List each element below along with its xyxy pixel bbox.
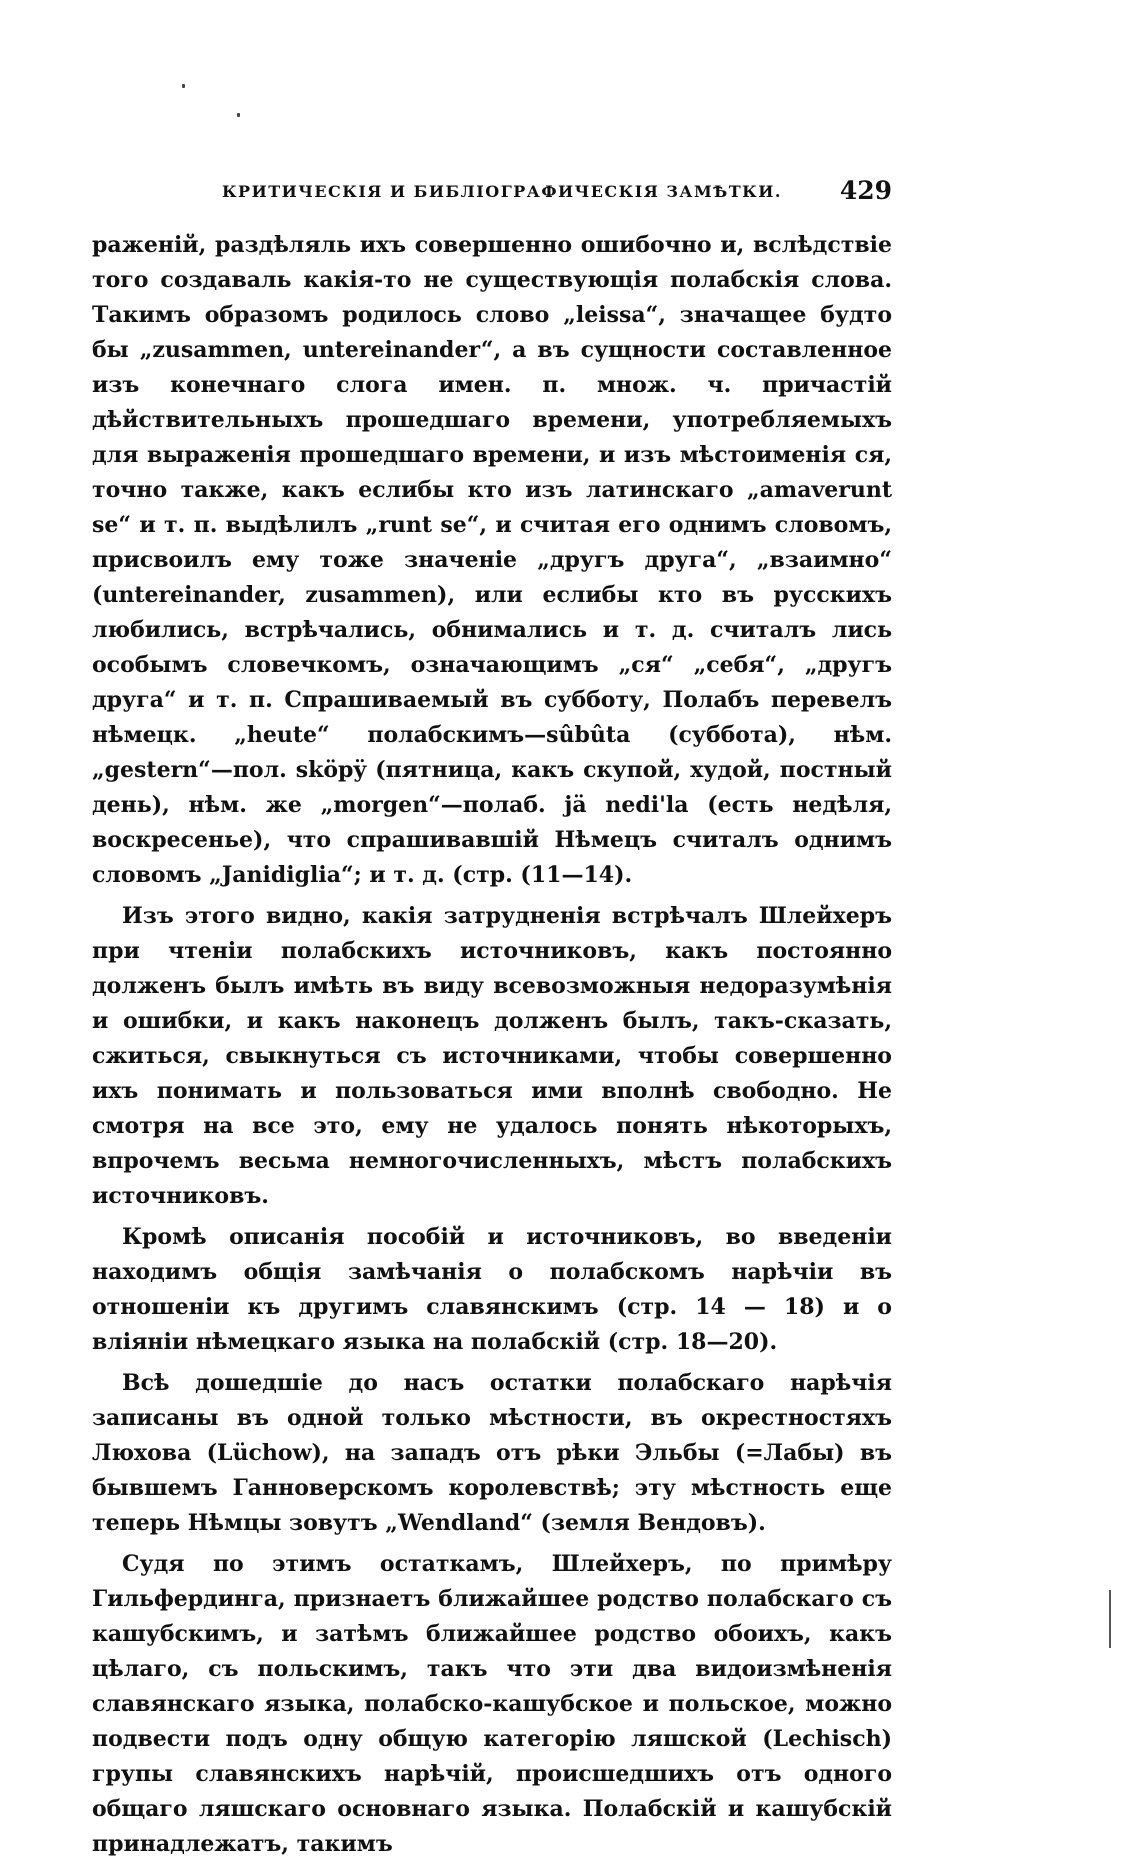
paragraph-continuation: раженій, раздѣляль ихъ совершенно ошибочно и, вслѣдствіе того создаваль какія-то не существующія полабскія слова. Такимъ образомъ родилось слово „leissa“, значащее будто бы „zusammen, untereinander“, а въ сущности составленное изъ конечнаго слога имен. п. множ. ч. причастій дѣйствительныхъ прошедшаго времени, употребляемыхъ для выраженія прошедшаго времени, и изъ мѣстоименія ся, точно также, какъ еслибы кто изъ латинскаго „amaverunt se“ и т. п. выдѣлилъ „runt se“, и считая его однимъ словомъ, присвоилъ ему тоже значеніе „другъ друга“, „взаимно“ (untereinander, zusammen), или еслибы кто въ русскихъ любились, встрѣчались, обнимались и т. д. считалъ лись особымъ словечкомъ, означающимъ „ся“ „себя“, „другъ друга“ и т. п. Спрашиваемый въ субботу, Полабъ перевелъ нѣмецк. „heute“ полабскимъ—sûbûta (суббота), нѣм. „gestern“—пол. sköpÿ (пятница, какъ скупой, худой, постный день), нѣм. же „morgen“—полаб. jä nedi'la (есть недѣля, воскресенье), что спрашивавшій Нѣмецъ считалъ однимъ словомъ „Janidiglia“; и т. д. (стр. (11—14). (92, 232, 892, 888)
running-title: КРИТИЧЕСКІЯ И БИБЛІОГРАФИЧЕСКІЯ ЗАМѢТКИ. (222, 182, 782, 201)
scan-speck (237, 113, 240, 117)
paragraph: Изъ этого видно, какія затрудненія встрѣчалъ Шлейхеръ при чтеніи полабскихъ источниковъ, какъ постоянно долженъ былъ имѣть въ виду всевозможныя недоразумѣнія и ошибки, и какъ наконецъ долженъ былъ, такъ-сказать, сжиться, свыкнуться съ источниками, чтобы совершенно ихъ понимать и пользоваться ими вполнѣ свободно. Не смотря на все это, ему не удалось понять нѣкоторыхъ, впрочемъ весьма немногочисленныхъ, мѣстъ полабскихъ источниковъ. (92, 903, 892, 1209)
paragraph: Кромѣ описанія пособій и источниковъ, во введеніи находимъ общія замѣчанія о полабскомъ нарѣчіи въ отношеніи къ другимъ славянскимъ (стр. 14 — 18) и о вліяніи нѣмецкаго языка на полабскій (стр. 18—20). (92, 1224, 892, 1355)
body-text (92, 228, 892, 1862)
paragraph: Всѣ дошедшіе до насъ остатки полабскаго нарѣчія записаны въ одной только мѣстности, въ окрестностяхъ Люхова (Lüchow), на западъ отъ рѣки Эльбы (=Лабы) въ бывшемъ Ганноверскомъ королевствѣ; эту мѣстность еще теперь Нѣмцы зовутъ „Wendland“ (земля Вендовъ). (92, 1370, 892, 1536)
scan-margin-mark (1109, 1590, 1111, 1648)
scan-speck (182, 84, 185, 88)
page-number: 429 (839, 176, 892, 205)
running-head (92, 176, 892, 216)
book-page (92, 176, 892, 1862)
paragraph: Судя по этимъ остаткамъ, Шлейхеръ, по примѣру Гильфердинга, признаетъ ближайшее родство полабскаго съ кашубскимъ, и затѣмъ ближайшее родство обоихъ, какъ цѣлаго, съ польскимъ, такъ что эти два видоизмѣненія славянскаго языка, полабско-кашубское и польское, можно подвести подъ одну общую категорію ляшской (Lechisch) групы славянскихъ нарѣчій, происшедшихъ отъ одного общаго ляшскаго основнаго языка. Полабскій и кашубскій принадлежатъ, такимъ (92, 1551, 892, 1857)
